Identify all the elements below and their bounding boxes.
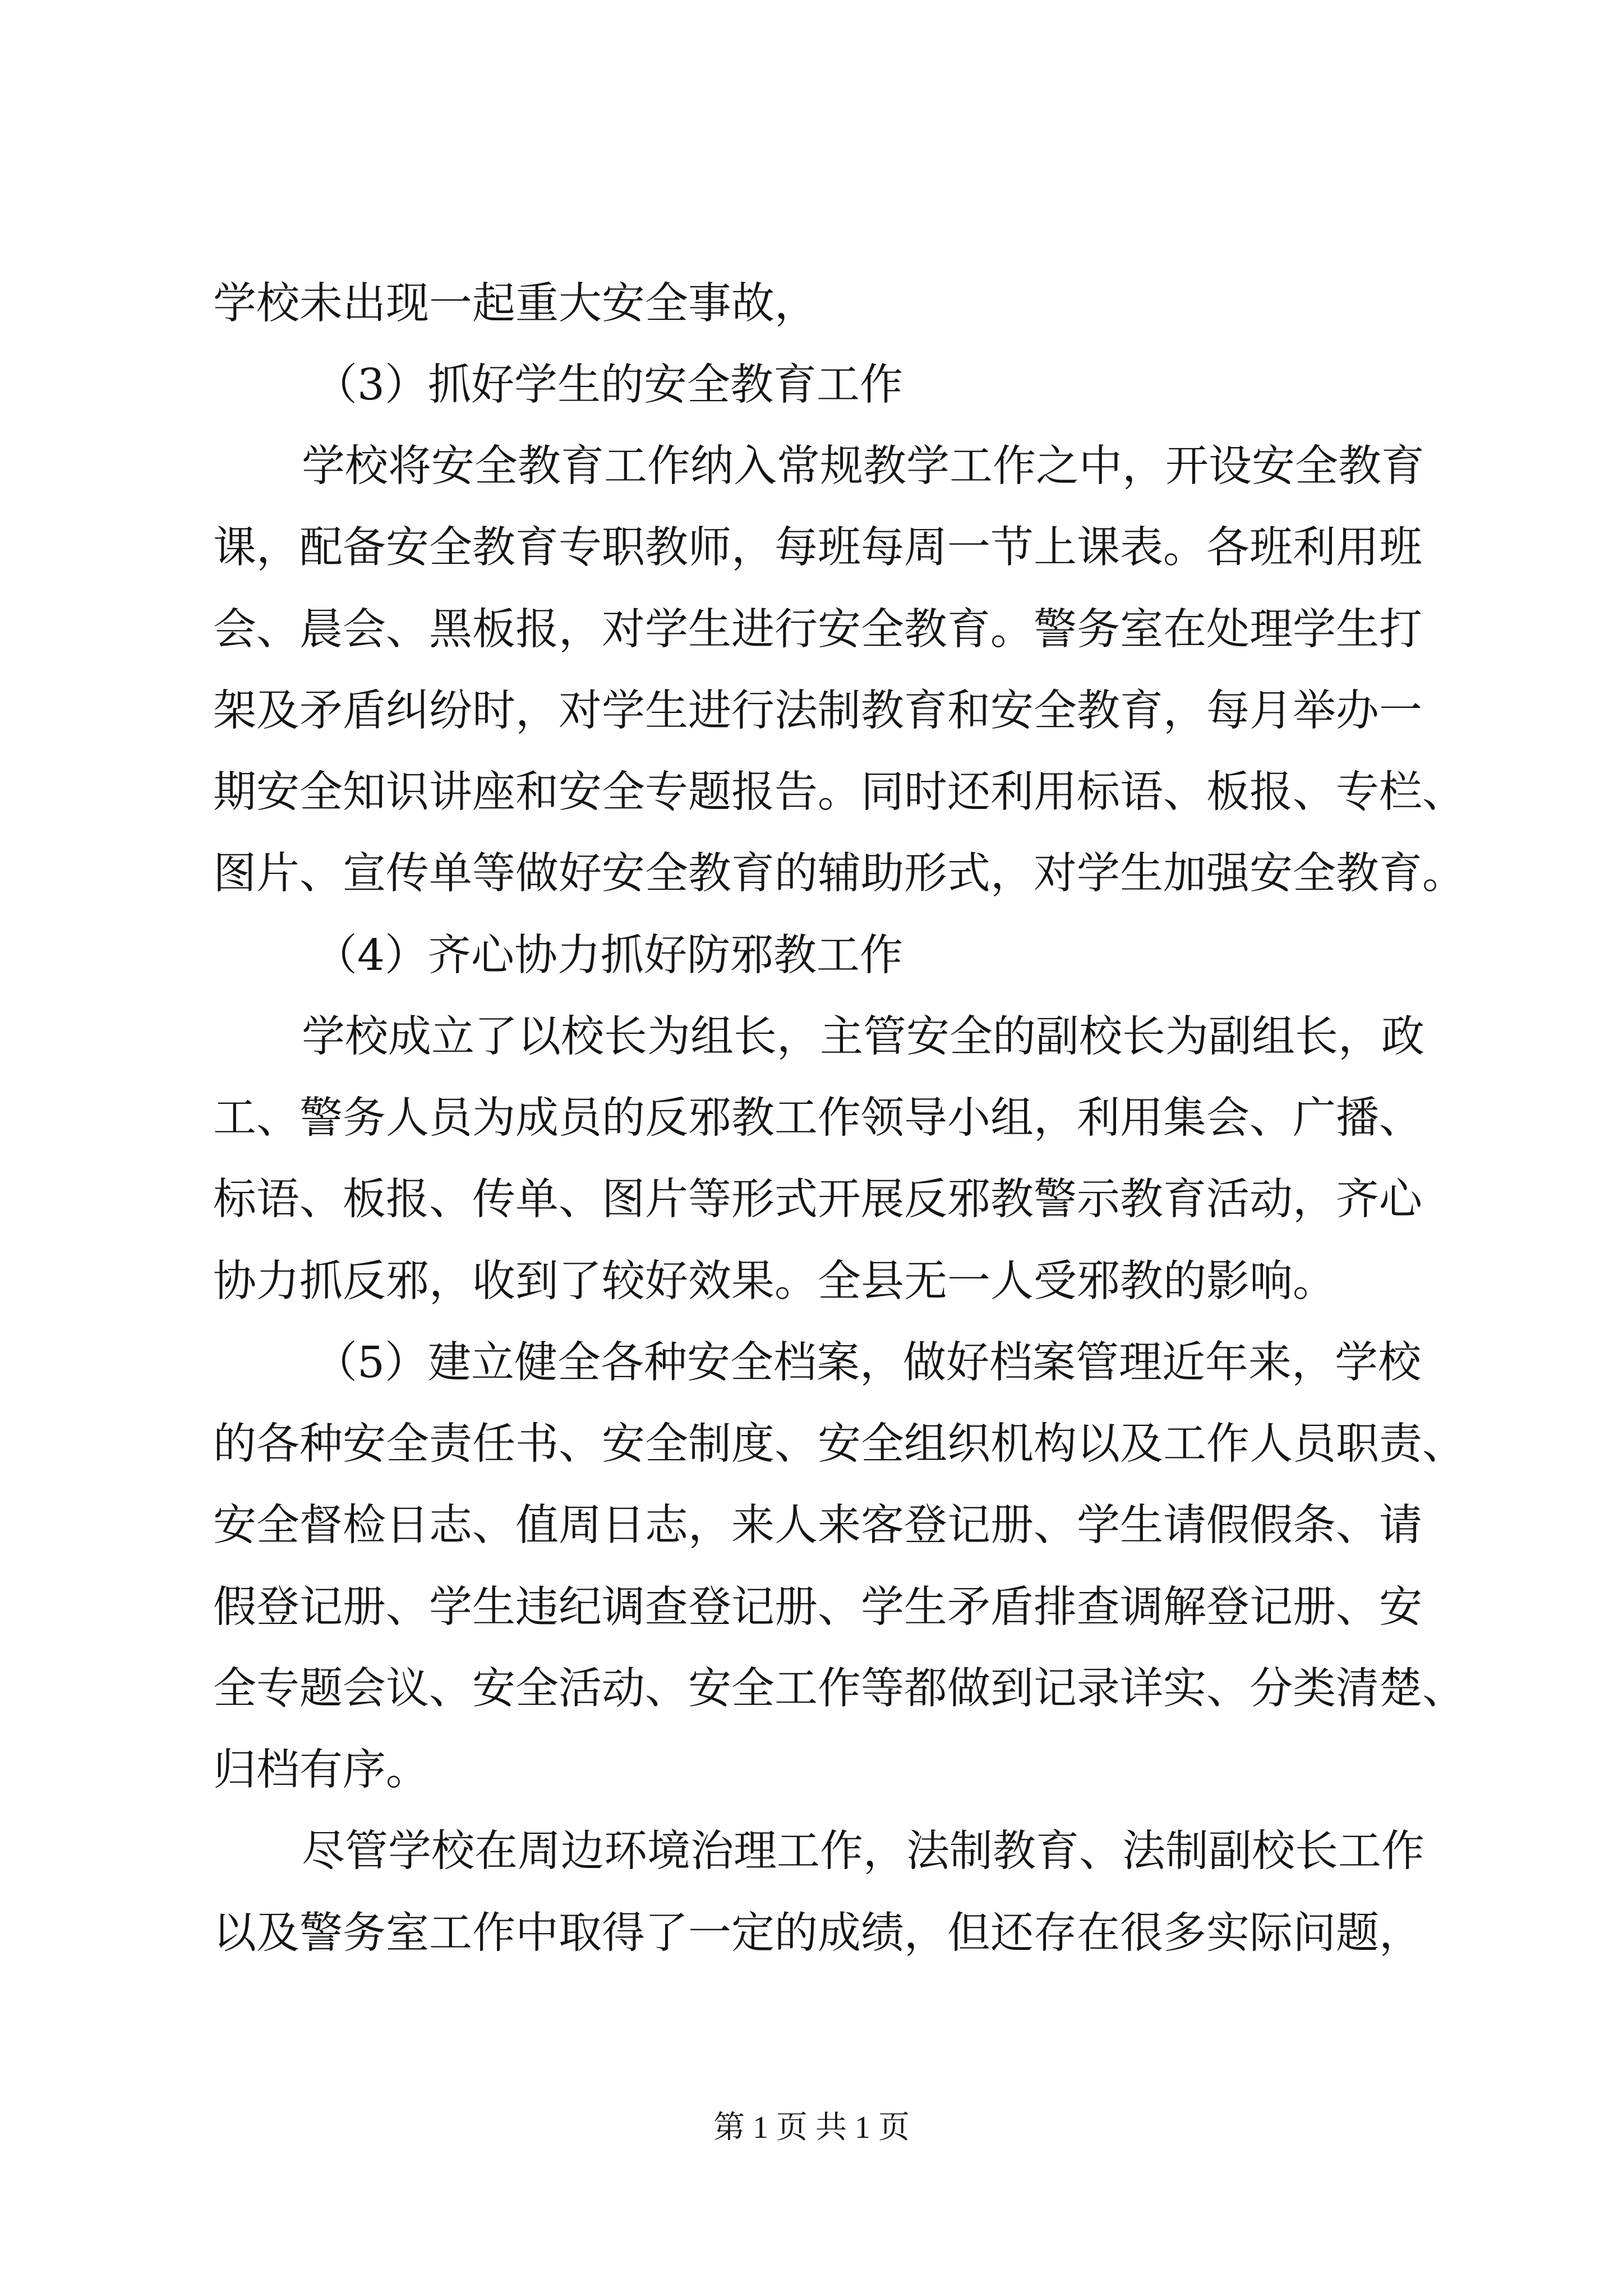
text-line-3: 学校将安全教育工作纳入常规教学工作之中，开设安全教育 <box>302 441 1424 491</box>
text-line-11: 工、警务人员为成员的反邪教工作领导小组，利用集会、广播、 <box>213 1093 1422 1143</box>
text-line-7: 期安全知识讲座和安全专题报告。同时还利用标语、板报、专栏、 <box>213 767 1465 817</box>
text-line-19: 归档有序。 <box>213 1745 429 1795</box>
text-line-21: 以及警务室工作中取得了一定的成绩，但还存在很多实际问题， <box>213 1908 1422 1958</box>
text-line-16: 安全督检日志、值周日志，来人来客登记册、学生请假假条、请 <box>213 1501 1422 1550</box>
text-line-20: 尽管学校在周边环境治理工作，法制教育、法制副校长工作 <box>302 1826 1424 1876</box>
text-line-18: 全专题会议、安全活动、安全工作等都做到记录详实、分类清楚、 <box>213 1664 1465 1714</box>
text-line-12: 标语、板报、传单、图片等形式开展反邪教警示教育活动，齐心 <box>213 1175 1422 1225</box>
text-line-13: 协力抓反邪，收到了较好效果。全县无一人受邪教的影响。 <box>213 1257 1336 1306</box>
text-line-10: 学校成立了以校长为组长，主管安全的副校长为副组长，政 <box>302 1012 1424 1062</box>
text-line-4: 课，配备安全教育专职教师，每班每周一节上课表。各班利用班 <box>213 523 1422 573</box>
text-line-1: 学校未出现一起重大安全事故， <box>213 279 818 329</box>
text-line-5: 会、晨会、黑板报，对学生进行安全教育。警务室在处理学生打 <box>213 605 1422 655</box>
text-line-6: 架及矛盾纠纷时，对学生进行法制教育和安全教育，每月举办一 <box>213 686 1422 736</box>
text-line-15: 的各种安全责任书、安全制度、安全组织机构以及工作人员职责、 <box>213 1419 1465 1469</box>
section-heading-3: （3）抓好学生的安全教育工作 <box>314 360 903 410</box>
section-heading-5: （5）建立健全各种安全档案，做好档案管理近年来，学校 <box>314 1338 1421 1388</box>
text-line-8: 图片、宣传单等做好安全教育的辅助形式，对学生加强安全教育。 <box>213 849 1465 899</box>
section-heading-4: （4）齐心协力抓好防邪教工作 <box>314 931 903 981</box>
text-line-17: 假登记册、学生违纪调查登记册、学生矛盾排查调解登记册、安 <box>213 1582 1422 1632</box>
page-footer: 第 1 页 共 1 页 <box>713 2110 910 2145</box>
